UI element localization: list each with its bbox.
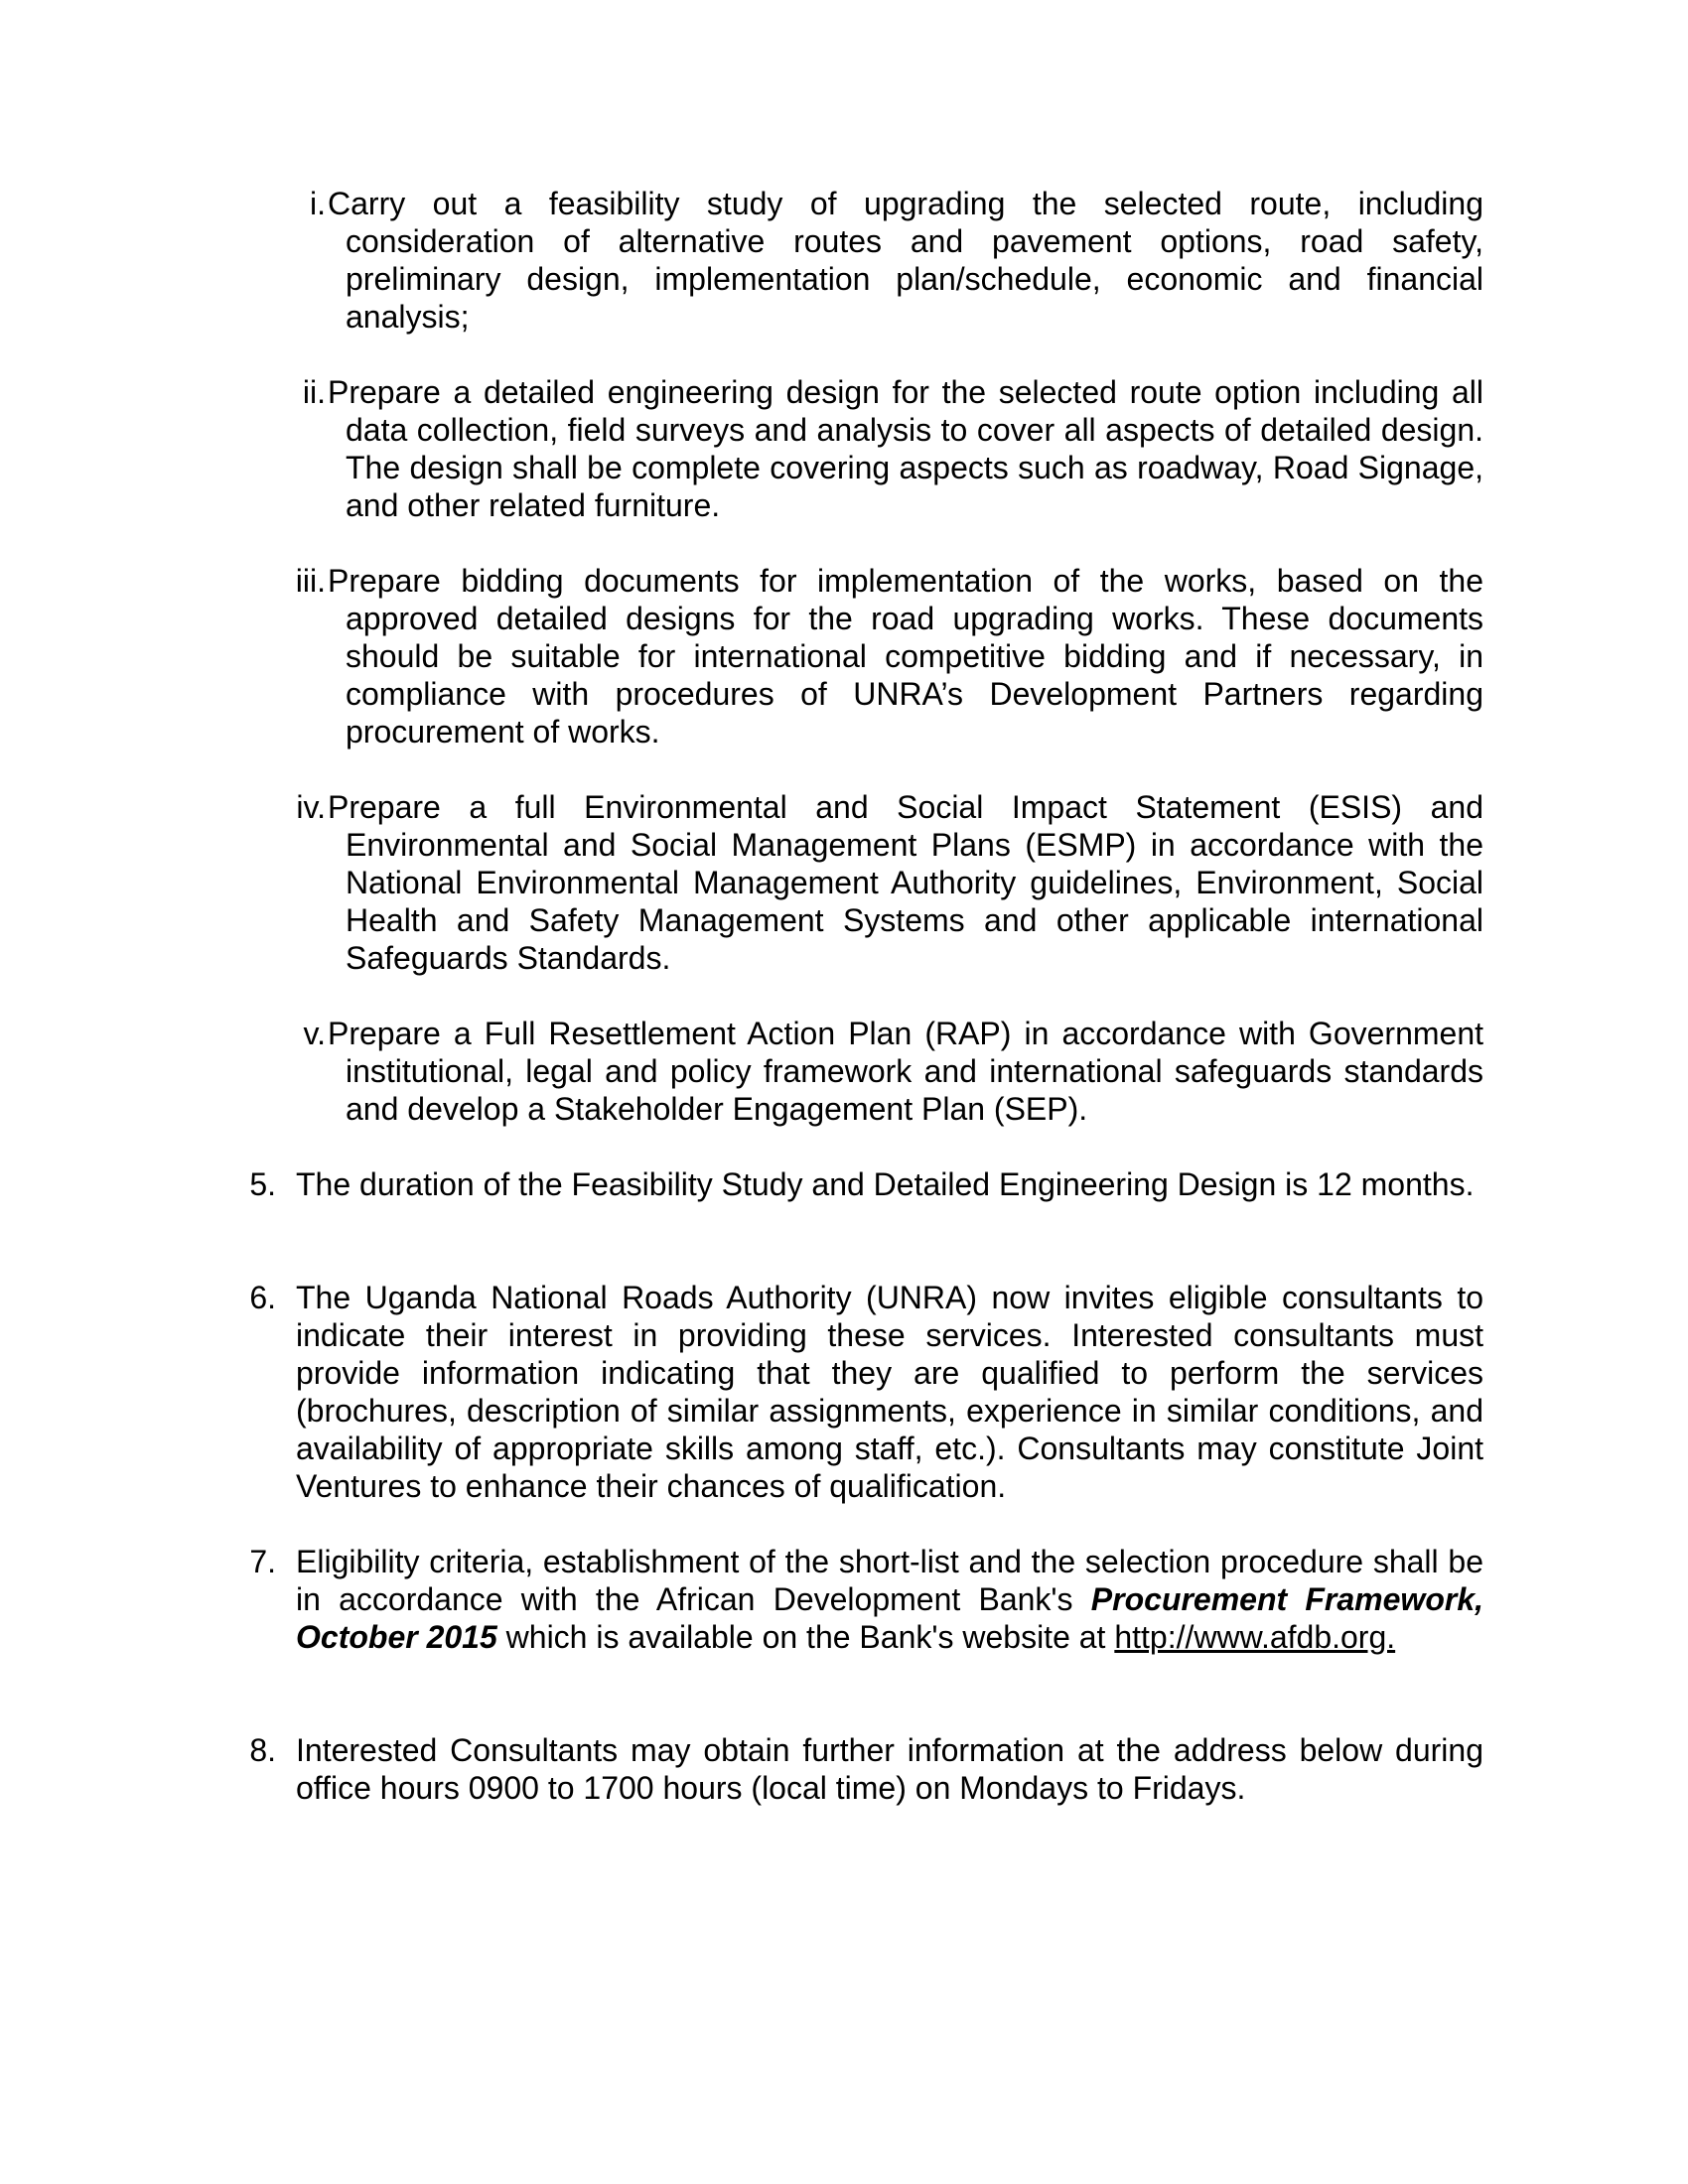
list-marker: 6. bbox=[249, 1280, 276, 1315]
list-item-text: The duration of the Feasibility Study and Detailed Engineering Design is 12 months. bbox=[296, 1166, 1475, 1202]
list-item-6 bbox=[249, 1279, 1483, 1505]
afdb-website-link[interactable]: http://www.afdb.org. bbox=[1114, 1619, 1396, 1655]
list-item-7 bbox=[249, 1543, 1484, 1656]
list-item-iii bbox=[295, 562, 1483, 751]
list-item-text: Carry out a feasibility study of upgrading the selected route, including consideration of alternative routes and pavement options, road safety, preliminary design, implementation plan/schedule, economic and financial analysis; bbox=[328, 186, 1483, 335]
list-marker: ii. bbox=[302, 374, 326, 410]
list-marker: iv. bbox=[296, 789, 326, 825]
list-marker: 7. bbox=[249, 1544, 276, 1579]
procurement-framework-emphasis: Procurement Framework, October 2015 bbox=[296, 1581, 1484, 1655]
list-marker: v. bbox=[303, 1016, 326, 1051]
list-item-ii bbox=[302, 373, 1483, 524]
list-item-text: The Uganda National Roads Authority (UNRA) now invites eligible consultants to indicate their interest in providing these services. Interested consultants must provide information indicating that they are qualified to perform the services (brochures, description of similar assignments, experience in similar conditions, and availability of appropriate skills among staff, etc.). Consultants may constitute Joint Ventures to enhance their chances of qualification. bbox=[296, 1280, 1483, 1504]
list-marker: 5. bbox=[249, 1166, 276, 1202]
list-item-text: Prepare a Full Resettlement Action Plan (RAP) in accordance with Government institutional, legal and policy framework and international safeguards standards and develop a Stakeholder Engagement Plan (SEP). bbox=[328, 1016, 1483, 1127]
list-marker: 8. bbox=[249, 1732, 276, 1768]
list-marker: i. bbox=[310, 186, 326, 221]
list-item-iv bbox=[296, 788, 1483, 977]
list-item-text: Prepare a full Environmental and Social Impact Statement (ESIS) and Environmental and Social Management Plans (ESMP) in accordance with the National Environmental Management Authority guidelines, Environment, Social Health and Safety Management Systems and other applicable international Safeguards Standards. bbox=[328, 789, 1483, 976]
list-marker: iii. bbox=[295, 563, 326, 599]
list-item-text: Prepare bidding documents for implementation of the works, based on the approved detailed designs for the road upgrading works. These documents should be suitable for international competitive bidding and if necessary, in compliance with procedures of UNRA’s Development Partners regarding procurement of works. bbox=[328, 563, 1483, 750]
list-item-text: Eligibility criteria, establishment of the short-list and the selection procedure shall be in accordance with the African Development Bank's bbox=[296, 1544, 1483, 1617]
list-item-i bbox=[310, 185, 1483, 336]
list-item-8 bbox=[249, 1731, 1483, 1807]
list-item-text: Prepare a detailed engineering design for the selected route option including all data collection, field surveys and analysis to cover all aspects of detailed design. The design shall be complete covering aspects such as roadway, Road Signage, and other related furniture. bbox=[328, 374, 1483, 523]
list-item-text-after: which is available on the Bank's website at bbox=[496, 1619, 1115, 1655]
list-item-text: Interested Consultants may obtain further information at the address below during office hours 0900 to 1700 hours (local time) on Mondays to Fridays. bbox=[296, 1732, 1483, 1806]
list-item-5 bbox=[249, 1165, 1483, 1203]
list-item-v bbox=[303, 1015, 1483, 1128]
